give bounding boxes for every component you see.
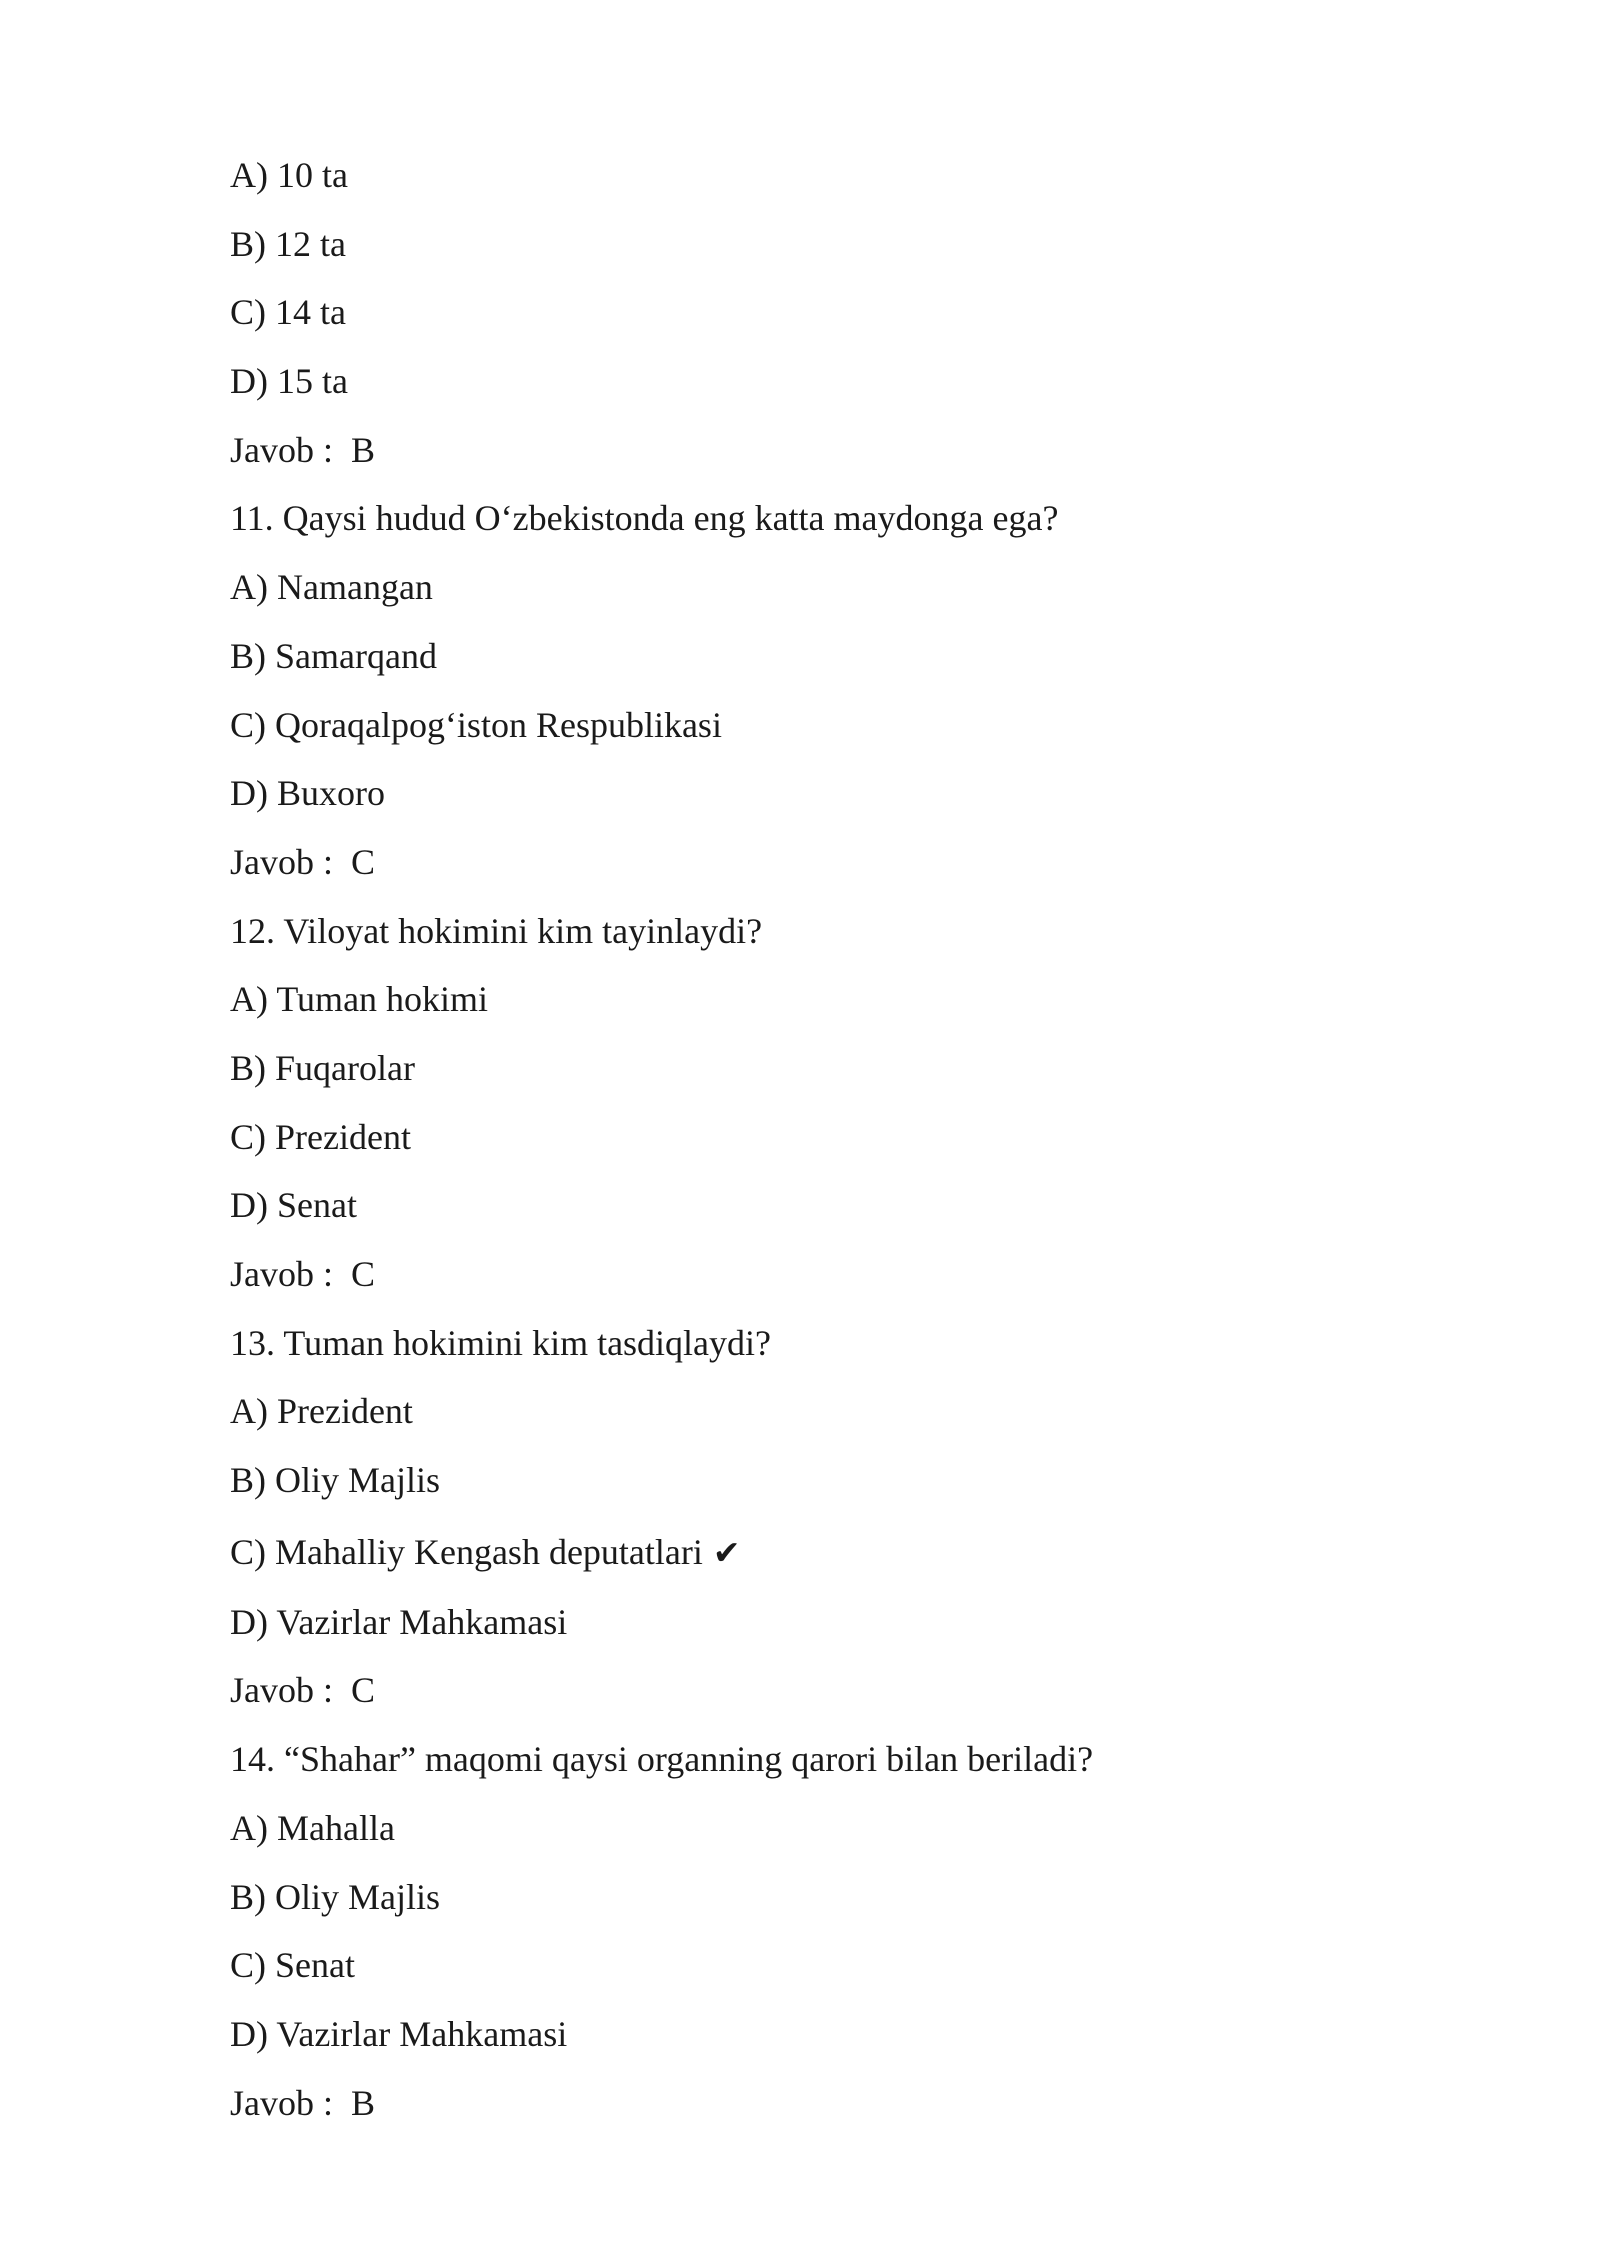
question-11: 11. Qaysi hudud O‘zbekistonda eng katta maydonga ega? [230,498,1059,539]
option-d: D) Vazirlar Mahkamasi [230,1601,568,1642]
option-b: B) Oliy Majlis [230,1876,441,1917]
option-d: D) Buxoro [230,773,385,814]
option-c: C) Prezident [230,1116,411,1157]
option-c: C) 14 ta [230,292,346,333]
option-d: D) 15 ta [230,361,348,402]
answer-line: Javob : B [230,2082,376,2123]
option-a: A) Tuman hokimi [230,979,489,1020]
option-c-text: C) Mahalliy Kengash deputatlari [230,1531,703,1572]
option-c: C) Qoraqalpog‘iston Respublikasi [230,704,722,745]
question-14: 14. “Shahar” maqomi qaysi organning qarori bilan beriladi? [230,1739,1094,1780]
answer-line: Javob : C [230,1670,376,1711]
answer-line: Javob : B [230,429,376,470]
option-a: A) Prezident [230,1391,413,1432]
option-c: C) Senat [230,1945,355,1986]
answer-line: Javob : C [230,1254,376,1294]
option-a: A) 10 ta [230,155,348,195]
answer-line: Javob : C [230,841,376,882]
option-c-checked [230,1522,1430,1595]
option-d: D) Senat [230,1185,357,1226]
question-12: 12. Viloyat hokimini kim tayinlaydi? [230,910,763,951]
option-b: B) Fuqarolar [230,1047,415,1088]
question-13: 13. Tuman hokimini kim tasdiqlaydi? [230,1322,772,1363]
option-b: B) 12 ta [230,223,346,264]
option-b: B) Oliy Majlis [230,1460,441,1501]
document-body [230,148,1430,2144]
option-d: D) Vazirlar Mahkamasi [230,2013,568,2054]
option-b: B) Samarqand [230,635,437,676]
checkmark-icon: ✔ [712,1532,741,1572]
option-a: A) Mahalla [230,1807,395,1848]
option-a: A) Namangan [230,567,433,608]
